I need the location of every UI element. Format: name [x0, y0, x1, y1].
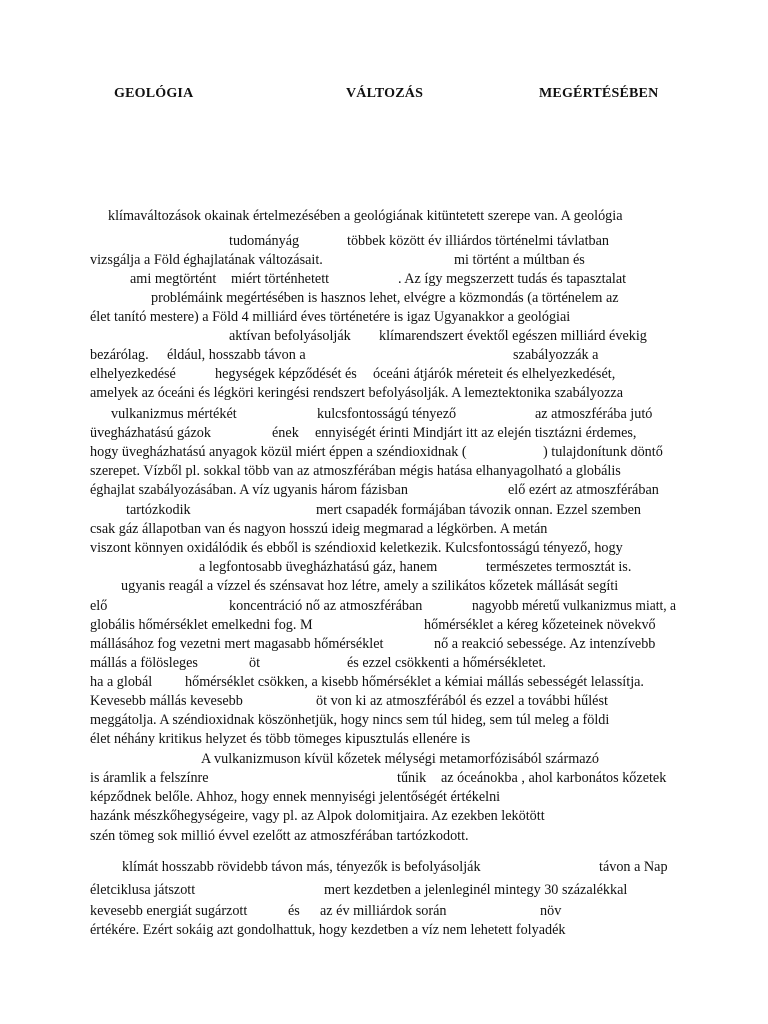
text-fragment: éldául, hosszabb távon a — [167, 347, 306, 363]
text-fragment: hőmérséklet csökken, a kisebb hőmérséklet a kémiai mállás sebességét lelassítja. — [185, 674, 644, 690]
title-word-1: GEOLÓGIA — [114, 86, 194, 101]
text-line — [0, 691, 768, 711]
text-line — [0, 826, 768, 846]
text-line — [0, 345, 768, 365]
text-fragment: koncentráció nő az atmoszférában — [229, 598, 423, 614]
text-line — [0, 364, 768, 384]
text-line — [0, 653, 768, 673]
text-fragment: A vulkanizmuson kívül kőzetek mélységi metamorfózisából származó — [201, 751, 599, 767]
text-fragment: miért történhetett — [231, 271, 330, 287]
text-fragment: tartózkodik — [126, 502, 191, 518]
text-fragment: klímát hosszabb rövidebb távon más, tényezők is befolyásolják — [122, 859, 481, 875]
text-fragment: öt von ki az atmoszférából és ezzel a további hűlést — [316, 693, 608, 709]
text-fragment: ami megtörtént — [130, 271, 217, 287]
text-fragment: nő a reakció sebessége. Az intenzívebb — [434, 636, 656, 652]
text-line — [0, 326, 768, 346]
text-line — [0, 461, 768, 481]
text-line — [0, 729, 768, 749]
text-line — [0, 806, 768, 826]
text-fragment: tudományág — [229, 233, 300, 249]
text-fragment: vizsgálja a Föld éghajlatának változásait. — [90, 252, 323, 268]
text-line — [0, 288, 768, 308]
title-word-2: VÁLTOZÁS — [346, 86, 424, 101]
text-fragment: csak gáz állapotban van és nagyon hosszú ideig megmarad a légkörben. A metán — [90, 521, 548, 537]
text-fragment: élet néhány kritikus helyzet és több tömeges kipusztulás ellenére is — [90, 731, 471, 747]
text-line — [0, 710, 768, 730]
text-fragment: ) tulajdonítunk döntő — [543, 444, 663, 460]
text-line — [0, 857, 768, 877]
text-line — [0, 480, 768, 500]
text-line — [0, 634, 768, 654]
text-fragment: szabályozzák a — [513, 347, 599, 363]
text-fragment: . Az így megszerzett tudás és tapasztalat — [398, 271, 627, 287]
text-fragment: elhelyezkedésé — [90, 366, 176, 382]
text-fragment: globális hőmérséklet emelkedni fog. M — [90, 617, 313, 633]
text-line — [0, 269, 768, 289]
text-fragment: az év milliárdok során — [320, 903, 447, 919]
text-fragment: mállásához fog vezetni mert magasabb hőmérséklet — [90, 636, 384, 652]
text-line — [0, 383, 768, 403]
text-line — [0, 423, 768, 443]
text-line — [0, 920, 768, 940]
text-fragment: többek között év illiárdos történelmi távlatban — [347, 233, 610, 249]
text-line — [0, 500, 768, 520]
text-fragment: mállás a fölösleges — [90, 655, 198, 671]
text-fragment: amelyek az óceáni és légköri keringési rendszert befolyásolják. A lemeztektonika szabályozza — [90, 385, 623, 401]
text-fragment: klímarendszert évektől egészen milliárd évekig — [379, 328, 647, 344]
text-fragment: természetes termosztát is. — [486, 559, 632, 575]
text-fragment: ének — [272, 425, 299, 441]
text-fragment: szén tömeg sok millió évvel ezelőtt az atmoszférában tartózkodott. — [90, 828, 469, 844]
text-line — [0, 206, 768, 226]
text-fragment: viszont könnyen oxidálódik és ebből is széndioxid keletkezik. Kulcsfontosságú tényező, hogy — [90, 540, 623, 556]
text-fragment: is áramlik a felszínre — [90, 770, 209, 786]
text-fragment: meggátolja. A széndioxidnak köszönhetjük, hogy nincs sem túl hideg, sem túl meleg a földi — [90, 712, 610, 728]
text-line — [0, 250, 768, 270]
text-fragment: Kevesebb mállás kevesebb — [90, 693, 243, 709]
text-fragment: hogy üvegházhatású anyagok közül miért éppen a széndioxidnak ( — [90, 444, 467, 460]
text-fragment: mert csapadék formájában távozik onnan. Ezzel szemben — [316, 502, 641, 518]
text-fragment: bezárólag. — [90, 347, 149, 363]
text-fragment: élet tanító mestere) a Föld 4 milliárd éves történetére is igaz Ugyanakkor a geológiai — [90, 309, 571, 325]
text-fragment: mi történt a múltban és — [454, 252, 585, 268]
text-fragment: ennyiségét érinti Mindjárt itt az elején tisztázni érdemes, — [315, 425, 637, 441]
text-line — [0, 519, 768, 539]
text-fragment: és ezzel csökkenti a hőmérsékletet. — [347, 655, 546, 671]
text-fragment: ha a globál — [90, 674, 153, 690]
text-fragment: éghajlat szabályozásában. A víz ugyanis három fázisban — [90, 482, 408, 498]
text-line — [0, 749, 768, 769]
text-fragment: klímaváltozások okainak értelmezésében a geológiának kitüntetett szerepe van. A geológia — [108, 208, 623, 224]
text-line — [0, 787, 768, 807]
text-fragment: problémáink megértésében is hasznos lehet, elvégre a közmondás (a történelem az — [151, 290, 619, 306]
text-line — [0, 231, 768, 251]
text-fragment: üvegházhatású gázok — [90, 425, 211, 441]
text-fragment: értékére. Ezért sokáig azt gondolhattuk, hogy kezdetben a víz nem lehetett folyadék — [90, 922, 566, 938]
text-fragment: és — [288, 903, 300, 919]
title-word-3: MEGÉRTÉSÉBEN — [539, 86, 659, 101]
text-fragment: vulkanizmus mértékét — [111, 406, 237, 422]
text-fragment: az atmoszférába jutó — [535, 406, 653, 422]
text-fragment: hőmérséklet a kéreg kőzeteinek növekvő — [424, 617, 656, 633]
text-fragment: öt — [249, 655, 261, 671]
text-line — [0, 615, 768, 635]
text-fragment: a legfontosabb üvegházhatású gáz, hanem — [199, 559, 438, 575]
text-fragment: aktívan befolyásolják — [229, 328, 351, 344]
text-fragment: kevesebb energiát sugárzott — [90, 903, 248, 919]
text-fragment: távon a Nap — [599, 859, 668, 875]
text-fragment: szerepet. Vízből pl. sokkal több van az atmoszférában mégis hatása elhanyagolható a globális — [90, 463, 621, 479]
text-fragment: hegységek képződését és — [215, 366, 357, 382]
text-fragment: életciklusa játszott — [90, 882, 196, 898]
text-line — [0, 307, 768, 327]
text-fragment: mert kezdetben a jelenleginél mintegy 30 százalékkal — [324, 882, 628, 898]
text-fragment: óceáni átjárók méreteit és elhelyezkedését, — [373, 366, 616, 382]
text-line — [0, 557, 768, 577]
text-fragment: növ — [540, 903, 562, 919]
text-line — [0, 538, 768, 558]
text-fragment: képződnek belőle. Ahhoz, hogy ennek mennyiségi jelentőségét értékelni — [90, 789, 501, 805]
text-fragment: az óceánokba , ahol karbonátos kőzetek — [441, 770, 667, 786]
text-fragment: elő ezért az atmoszférában — [508, 482, 659, 498]
text-fragment: nagyobb méretű vulkanizmus miatt, a — [472, 598, 677, 614]
text-line — [0, 442, 768, 462]
text-fragment: ugyanis reagál a vízzel és szénsavat hoz létre, amely a szilikátos kőzetek mállását segíti — [121, 578, 619, 594]
text-line — [0, 768, 768, 788]
text-fragment: hazánk mészkőhegységeire, vagy pl. az Alpok dolomitjaira. Az ezekben lekötött — [90, 808, 545, 824]
text-line — [0, 880, 768, 900]
text-line — [0, 672, 768, 692]
text-fragment: elő — [90, 598, 108, 614]
text-fragment: kulcsfontosságú tényező — [317, 406, 457, 422]
text-fragment: tűnik — [397, 770, 427, 786]
text-line — [0, 404, 768, 424]
text-line — [0, 901, 768, 921]
text-line — [0, 576, 768, 596]
text-line — [0, 596, 768, 616]
